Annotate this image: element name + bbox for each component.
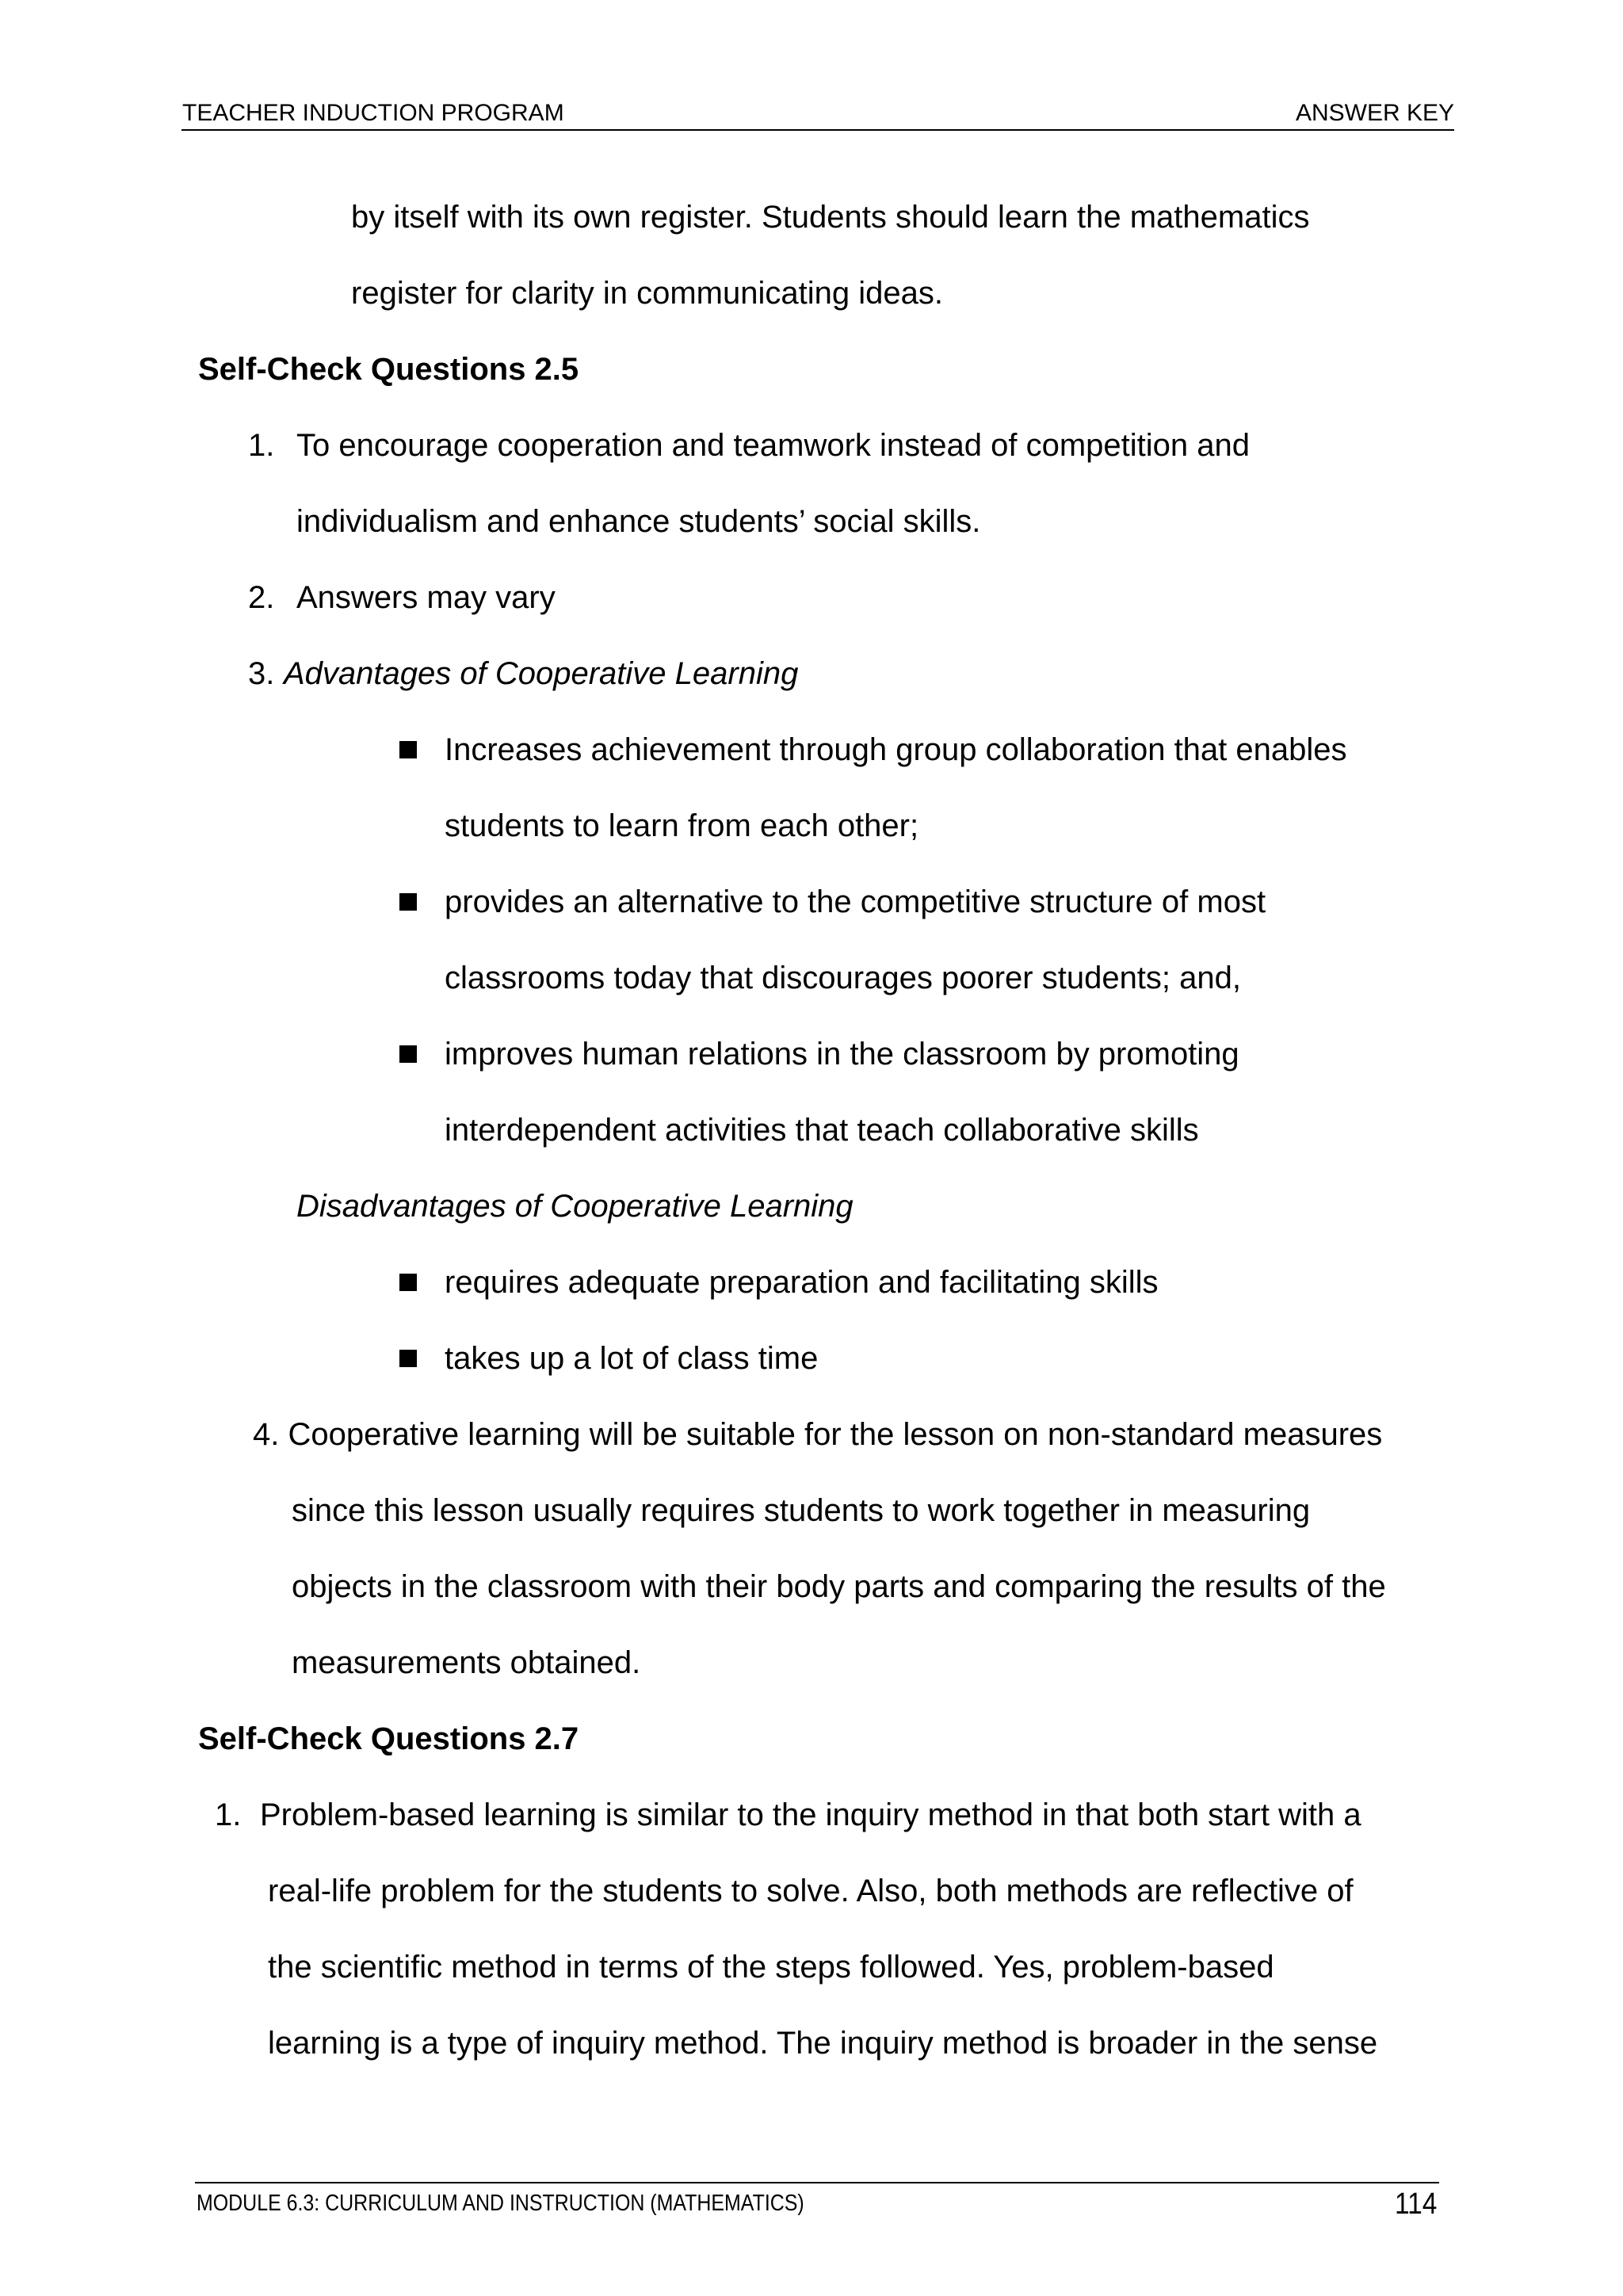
advantages-title: Advantages of Cooperative Learning [284,656,799,691]
disadvantage-1: requires adequate preparation and facilitating skills [445,1265,1159,1300]
question-4-line-2: since this lesson usually requires students to work together in measuring [292,1493,1311,1528]
section-heading-2-7: Self-Check Questions 2.7 [198,1721,579,1756]
square-bullet-icon [399,1045,417,1063]
question-2-number: 2. [248,580,275,615]
footer-module-title: MODULE 6.3: CURRICULUM AND INSTRUCTION (MATHEMATICS) [197,2191,804,2216]
question-2-text: Answers may vary [296,580,556,615]
question-3-number: 3. [248,656,275,691]
advantage-1-line-2: students to learn from each other; [445,808,919,843]
question-4-line-4: measurements obtained. [292,1645,641,1680]
question-2-7-1-line-4: learning is a type of inquiry method. The inquiry method is broader in the sense [268,2026,1378,2061]
footer-rule [195,2182,1439,2183]
section-heading-2-5: Self-Check Questions 2.5 [198,352,579,387]
question-1-line-1: To encourage cooperation and teamwork instead of competition and [296,428,1250,463]
advantage-2-line-1: provides an alternative to the competitive structure of most [445,884,1266,919]
advantage-2-line-2: classrooms today that discourages poorer students; and, [445,961,1241,995]
disadvantage-2: takes up a lot of class time [445,1341,819,1376]
disadvantages-title: Disadvantages of Cooperative Learning [296,1189,854,1224]
question-2-7-1-line-3: the scientific method in terms of the steps followed. Yes, problem-based [268,1950,1274,1985]
advantage-3-line-2: interdependent activities that teach collaborative skills [445,1113,1199,1148]
square-bullet-icon [399,893,417,911]
square-bullet-icon [399,1274,417,1291]
question-2-7-1-line-2: real-life problem for the students to solve. Also, both methods are reflective of [268,1874,1354,1908]
advantage-3-line-1: improves human relations in the classroom by promoting [445,1037,1239,1072]
question-4-line-1: 4. Cooperative learning will be suitable for the lesson on non-standard measures [253,1417,1383,1452]
running-header-right: ANSWER KEY [1295,100,1454,126]
question-4-line-3: objects in the classroom with their body parts and comparing the results of the [292,1569,1386,1604]
question-1-number: 1. [248,428,275,463]
square-bullet-icon [399,1350,417,1367]
continuation-line-2: register for clarity in communicating ideas. [351,276,943,311]
running-header-left: TEACHER INDUCTION PROGRAM [182,100,564,126]
question-1-line-2: individualism and enhance students’ social skills. [296,504,981,539]
square-bullet-icon [399,741,417,758]
continuation-line-1: by itself with its own register. Students should learn the mathematics [351,200,1310,235]
page-number: 114 [1395,2187,1438,2221]
advantage-1-line-1: Increases achievement through group collaboration that enables [445,732,1347,767]
question-2-7-1-number: 1. [215,1797,242,1832]
question-2-7-1-line-1: Problem-based learning is similar to the inquiry method in that both start with a [260,1797,1361,1832]
header-rule [181,129,1454,131]
